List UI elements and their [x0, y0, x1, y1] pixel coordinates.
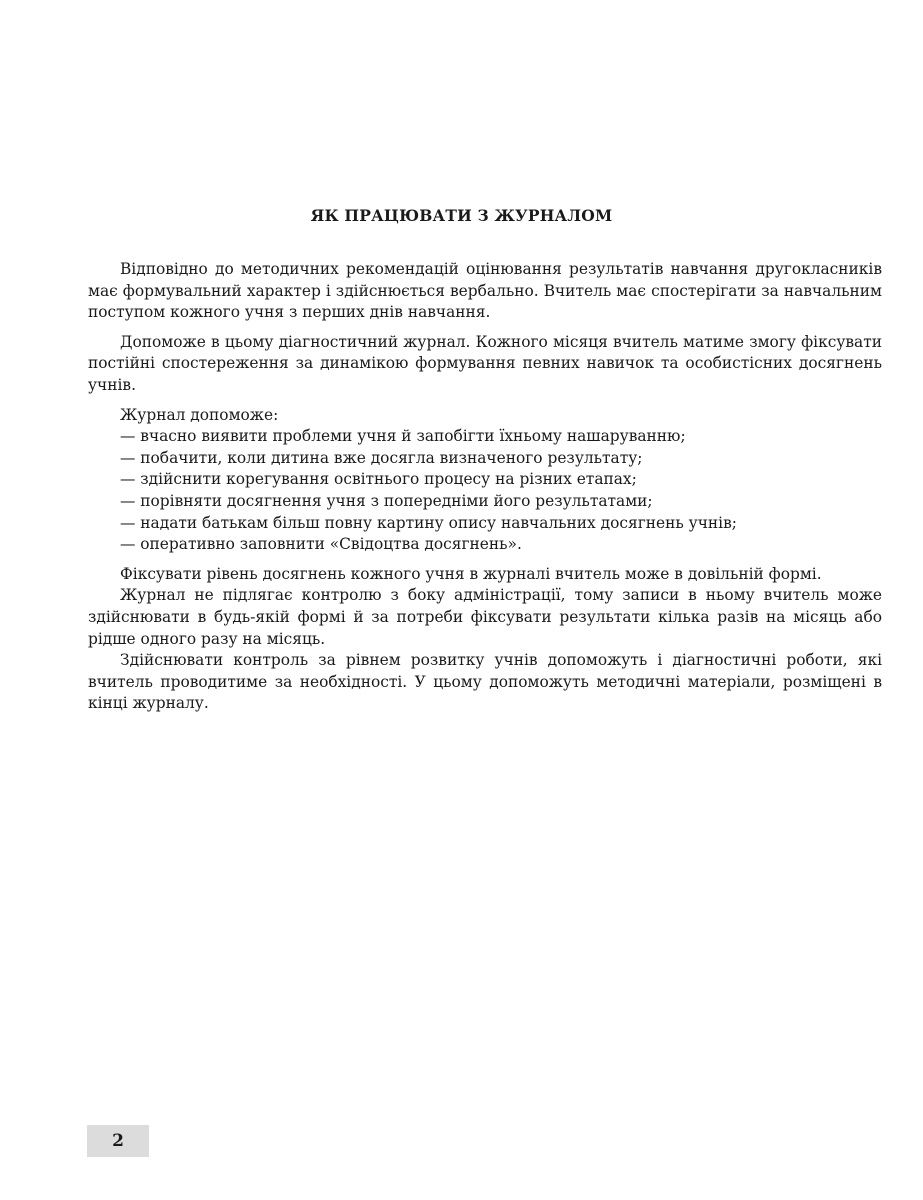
- list-item: — порівняти досягнення учня з попередніми його результатами;: [120, 491, 653, 510]
- list-item: — здійснити корегування освітнього процесу на різних етапах;: [120, 470, 637, 489]
- benefits-list: [88, 426, 882, 556]
- paragraph-diagnostic-journal: Допоможе в цьому діагностичний журнал. Кожного місяця вчитель матиме змогу фіксувати постійні спостереження за динамікою формування певних навичок та особистісних досягнень учнів.: [88, 332, 882, 394]
- paragraph-administration: Журнал не підлягає контролю з боку адміністрації, тому записи в ньому вчитель може здійснювати в будь-якій формі й за потреби фіксувати результати кілька разів на місяць або рідше одного разу на місяць.: [88, 586, 882, 648]
- paragraph-recording-form: Фіксувати рівень досягнень кожного учня в журналі вчитель може в довільній формі.: [120, 564, 822, 583]
- paragraph-intro: Відповідно до методичних рекомендацій оцінювання результатів навчання другокласників має формувальний характер і здійснюється вербально. Вчитель має спостерігати за навчальним поступом кожного учня з перших днів навчання.: [88, 260, 882, 322]
- list-intro: Журнал допоможе:: [120, 405, 279, 424]
- page-title: ЯК ПРАЦЮВАТИ З ЖУРНАЛОМ: [310, 206, 613, 225]
- list-item: — побачити, коли дитина вже досягла визначеного результату;: [120, 448, 643, 467]
- list-item: — вчасно виявити проблеми учня й запобігти їхньому нашаруванню;: [120, 427, 686, 446]
- list-item: — оперативно заповнити «Свідоцтва досягнень».: [120, 535, 522, 554]
- page-number: 2: [87, 1125, 149, 1157]
- paragraph-diagnostic-works: Здійснювати контроль за рівнем розвитку учнів допоможуть і діагностичні роботи, які вчитель проводитиме за необхідності. У цьому допоможуть методичні матеріали, розміщені в кінці журналу.: [88, 651, 882, 713]
- body-text: [88, 259, 882, 715]
- list-item: — надати батькам більш повну картину опису навчальних досягнень учнів;: [120, 513, 737, 532]
